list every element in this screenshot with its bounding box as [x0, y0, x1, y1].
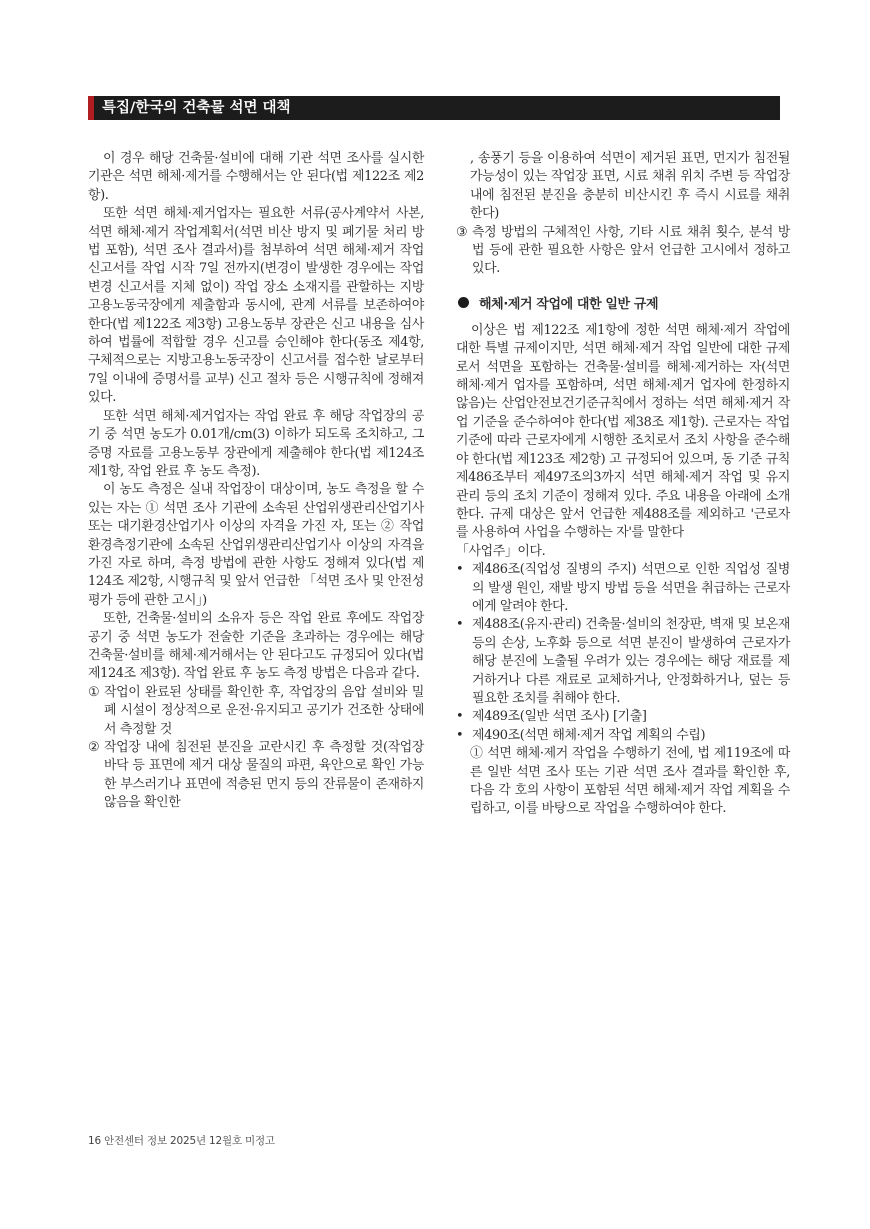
section-heading-text: 해체·제거 작업에 대한 일반 규제	[479, 296, 659, 312]
bullet-marker: •	[456, 617, 464, 633]
section-header-bar	[88, 96, 780, 120]
list-marker: ③	[456, 224, 468, 240]
paragraph-continuation: , 송풍기 등을 이용하여 석면이 제거된 표면, 먼지가 침전될 가능성이 있는 작업장 표면, 시료 채취 위치 주변 등 작업장 내에 침전된 분진을 충분히 비산시킨 후 즉시 시료를 채취한다)	[470, 151, 790, 222]
sub-item-text: ① 석면 해체·제거 작업을 수행하기 전에, 법 제119조에 따른 일반 석면 조사 또는 기관 석면 조사 결과를 확인한 후, 다음 각 호의 사항이 포함된 석면 해체·제거 작업 계획을 수립하고, 이를 바탕으로 작업을 수행하여야 한다.	[470, 746, 790, 817]
bullet-item-text: 제490조(석면 해체·제거 작업 계획의 수립)	[472, 727, 706, 743]
page-footer: 16 안전센터 정보 2025년 12월호 미정고	[88, 1135, 275, 1147]
list-item-text: 측정 방법의 구체적인 사항, 기타 시료 채취 횟수, 분석 방법 등에 관한 필요한 사항은 앞서 언급한 고시에서 정하고 있다.	[472, 224, 790, 277]
list-item	[88, 684, 424, 739]
paragraph: 또한 석면 해체·제거업자는 필요한 서류(공사계약서 사본, 석면 해체·제거 작업계획서(석면 비산 방지 및 폐기물 처리 방법 포함), 석면 조사 결과서)를 첨부하여 석면 해체·제거 작업 신고서를 작업 시작 7일 전까지(변경이 발생한 경우에는 작업 변경 신고서를 지체 없이) 작업 장소 소재지를 관할하는 지방고용노동국장에게 제출함과 동시에, 관계 서류를 보존하여야 한다(법 제122조 제3항) 고용노동부 장관은 신고 내용을 심사하여 법률에 적합할 경우 신고를 승인해야 한다(동조 제4항, 구체적으로는 지방고용노동국장이 신고서를 접수한 날로부터 7일 이내에 증명서를 교부) 신고 절차 등은 시행규칙에 정해져 있다.	[88, 206, 424, 406]
list-item-text: 작업이 완료된 상태를 확인한 후, 작업장의 음압 설비와 밀폐 시설이 정상적으로 운전·유지되고 공기가 건조한 상태에서 측정할 것	[104, 684, 424, 737]
list-marker: ②	[88, 740, 100, 755]
list-item	[88, 739, 424, 813]
bullet-item	[456, 561, 790, 616]
bullet-item-text: 제489조(일반 석면 조사) [기출]	[472, 709, 647, 725]
paragraph: 이 농도 측정은 실내 작업장이 대상이며, 농도 측정을 할 수 있는 자는 ① 석면 조사 기관에 소속된 산업위생관리산업기사 또는 대기환경산업기사 이상의 자격을 가진 자, 또는 ② 작업환경측정기관에 소속된 산업위생관리산업기사 이상의 자격을 가진 자로 하며, 측정 방법에 관한 사항도 정해져 있다(법 제124조 제2항, 시행규칙 및 앞서 언급한 「석면 조사 및 안전성 평가 등에 관한 고시」)	[88, 482, 424, 608]
paragraph: 이 경우 해당 건축물·설비에 대해 기관 석면 조사를 실시한 기관은 석면 해체·제거를 수행해서는 안 된다(법 제122조 제2항).	[88, 151, 424, 203]
paragraph: 또한, 건축물·설비의 소유자 등은 작업 완료 후에도 작업장 공기 중 석면 농도가 전술한 기준을 초과하는 경우에는 해당 건축물·설비를 해체·제거해서는 안 된다고도 규정되어 있다(법 제124조 제3항). 작업 완료 후 농도 측정 방법은 다음과 같다.	[88, 611, 424, 682]
right-column	[456, 150, 790, 819]
list-marker: ①	[88, 684, 100, 700]
bullet-marker: •	[456, 709, 464, 725]
section-heading	[456, 293, 790, 312]
paragraph: 「사업주」이다.	[456, 543, 546, 559]
section-header-title: 특집/한국의 건축물 석면 대책	[102, 100, 291, 116]
bullet-item-text: 제486조(직업성 질병의 주지) 석면으로 인한 직업성 질병의 발생 원인, 재발 방지 방법 등을 석면을 취급하는 근로자에게 알려야 한다.	[472, 562, 790, 614]
left-column	[88, 150, 424, 813]
paragraph: 이상은 법 제122조 제1항에 정한 석면 해체·제거 작업에 대한 특별 규제이지만, 석면 해체·제거 작업 일반에 대한 규제로서 석면을 포함하는 건축물·설비를 해체·제거하는 자(석면 해체·제거 업자를 포함하며, 석면 해체·제거 업자에 한정하지 않음)는 산업안전보건기준규칙에서 정하는 석면 해체·제거 작업 기준을 준수하여야 한다(법 제38조 제1항). 근로자는 작업 기준에 따라 근로자에게 시행한 조치로서 조치 사항을 준수해야 한다(법 제123조 제2항) 고 규정되어 있으며, 동 기준 규칙 제486조부터 제497조의3까지 석면 해체·제거 작업 및 유지관리 등의 조치 기준이 정해져 있다. 주요 내용을 아래에 소개한다. 규제 대상은 앞서 언급한 제488조를 제외하고 '근로자를 사용하여 사업을 수행하는 자'를 말한다	[456, 322, 790, 541]
bullet-marker: •	[456, 562, 464, 578]
list-item-text: 작업장 내에 침전된 분진을 교란시킨 후 측정할 것(작업장 바닥 등 표면에 제거 대상 물질의 파편, 육안으로 확인 가능한 부스러기나 표면에 적층된 먼지 등의 잔류물이 존재하지 않음을 확인한	[104, 740, 424, 811]
bullet-item	[456, 616, 790, 708]
bullet-item	[456, 727, 790, 745]
bullet-item	[456, 708, 790, 726]
list-item	[456, 224, 790, 279]
paragraph: 또한 석면 해체·제거업자는 작업 완료 후 해당 작업장의 공기 중 석면 농도가 0.01개/cm(3) 이하가 되도록 조치하고, 그 증명 자료를 고용노동부 장관에게 제출해야 한다(법 제124조 제1항, 작업 완료 후 농도 측정).	[88, 408, 424, 479]
bullet-marker: •	[456, 727, 464, 743]
bullet-dot-icon	[458, 297, 469, 308]
bullet-item-text: 제488조(유지·관리) 건축물·설비의 천장판, 벽재 및 보온재 등의 손상, 노후화 등으로 석면 분진이 발생하여 근로자가 해당 분진에 노출될 우려가 있는 경우에는 해당 재료를 제거하거나 다른 재료로 교체하거나, 안정화하거나, 덮는 등 필요한 조치를 취해야 한다.	[472, 617, 790, 706]
